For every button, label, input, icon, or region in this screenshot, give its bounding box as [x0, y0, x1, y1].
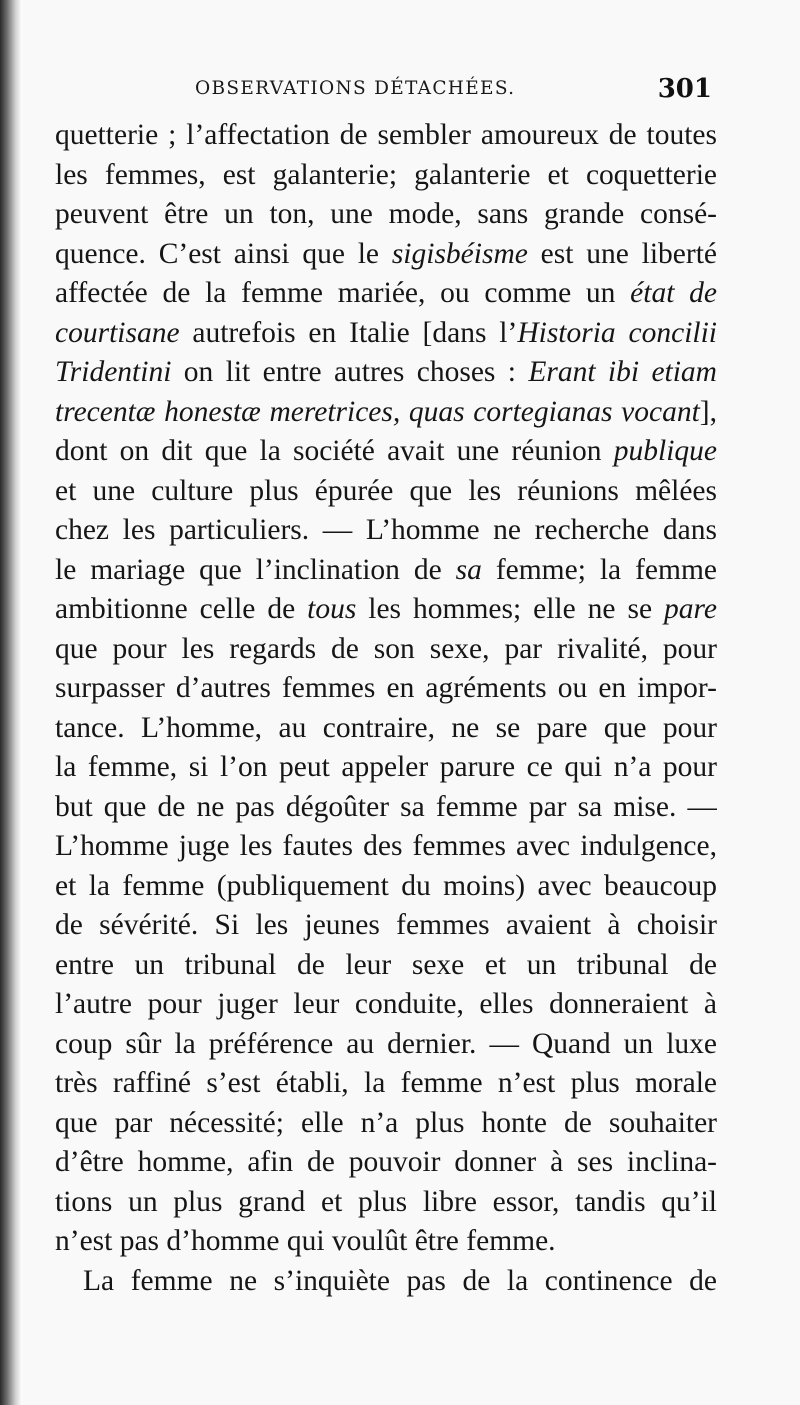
book-page — [22, 0, 800, 1405]
text-line — [55, 1143, 717, 1183]
text-span: que pour les regards de son sexe, par rivalité, pour — [55, 632, 717, 665]
italic-text: trecentæ honestæ meretrices, quas cortegianas vocant — [55, 395, 700, 428]
text-line — [55, 393, 717, 433]
text-line — [55, 1104, 717, 1144]
text-span: les femmes, est galanterie; galanterie et coquetterie — [55, 158, 717, 191]
text-line — [55, 590, 717, 630]
running-head — [195, 76, 712, 110]
text-span: dont on dit que la société avait une réunion — [55, 435, 614, 467]
text-line — [55, 1064, 717, 1104]
text-line — [55, 827, 717, 867]
text-span: que par nécessité; elle n’a plus honte de souhaiter — [55, 1106, 717, 1139]
text-line — [55, 511, 717, 551]
text-line — [55, 551, 717, 591]
text-span: femme; la femme — [481, 553, 717, 586]
text-span: et la femme (publiquement du moins) avec beaucoup — [55, 869, 717, 902]
text-span: les hommes; elle ne se — [356, 593, 665, 625]
italic-text: état de — [630, 277, 717, 309]
text-span: coup sûr la préférence au dernier. — Quand un luxe — [55, 1027, 717, 1060]
text-span: on lit entre autres choses : — [171, 356, 529, 388]
italic-text: Erant ibi etiam — [528, 356, 717, 388]
text-line — [55, 985, 717, 1025]
page-binding-shadow — [0, 0, 22, 1405]
text-span: ambitionne celle de — [55, 593, 308, 625]
text-span: est une liberté — [527, 237, 717, 270]
running-title: OBSERVATIONS DÉTACHÉES. — [195, 78, 516, 99]
text-span: affectée de la femme mariée, ou comme un — [55, 277, 631, 309]
italic-text: publique — [613, 435, 717, 467]
italic-text: tous — [307, 593, 357, 625]
italic-text: sigisbéisme — [391, 237, 528, 270]
text-span: l’autre pour juger leur conduite, elles donneraient à — [55, 988, 717, 1020]
text-line — [55, 709, 717, 749]
text-span: le mariage que l’inclination de — [55, 553, 456, 586]
text-span: peuvent être un ton, une mode, sans grande consé- — [55, 198, 717, 230]
text-line — [55, 669, 717, 709]
text-span: but que de ne pas dégoûter sa femme par sa mise. — — [55, 790, 717, 823]
text-line — [55, 630, 717, 670]
text-line — [55, 1222, 717, 1262]
text-span: quetterie ; l’affectation de sembler amoureux de toutes — [55, 119, 717, 151]
text-span: La femme ne s’inquiète pas de la continence de — [83, 1264, 717, 1297]
text-span: n’est pas d’homme qui voulût être femme. — [55, 1225, 556, 1257]
text-span: chez les particuliers. — L’homme ne recherche dans — [55, 514, 717, 546]
body-text — [55, 116, 717, 1301]
text-line — [55, 748, 717, 788]
text-line — [55, 1025, 717, 1065]
text-line — [55, 1262, 717, 1302]
text-line — [55, 867, 717, 907]
text-span: la femme, si l’on peut appeler parure ce qui n’a pour — [55, 751, 717, 783]
text-line — [55, 353, 717, 393]
text-line — [55, 472, 717, 512]
italic-text: courtisane — [55, 316, 180, 349]
italic-text: Tridentini — [55, 356, 172, 388]
text-line — [55, 314, 717, 354]
text-line — [55, 195, 717, 235]
text-span: autrefois en Italie [dans l’ — [179, 316, 518, 349]
italic-text: pare — [664, 593, 717, 625]
page-number: 301 — [657, 74, 712, 104]
italic-text: Historia concilii — [517, 316, 717, 349]
text-line — [55, 116, 717, 156]
italic-text: sa — [455, 553, 482, 586]
text-line — [55, 946, 717, 986]
text-span: surpasser d’autres femmes en agréments ou en impor- — [55, 672, 717, 704]
text-span: L’homme juge les fautes des femmes avec indulgence, — [55, 830, 717, 862]
text-line — [55, 1183, 717, 1223]
text-span: très raffiné s’est établi, la femme n’est plus morale — [55, 1067, 717, 1099]
text-line — [55, 274, 717, 314]
text-line — [55, 432, 717, 472]
text-span: tance. L’homme, au contraire, ne se pare que pour — [55, 711, 717, 744]
text-line — [55, 156, 717, 196]
text-span: d’être homme, afin de pouvoir donner à ses inclina- — [55, 1146, 717, 1178]
text-span: ], — [699, 395, 717, 428]
text-span: tions un plus grand et plus libre essor, tandis qu’il — [55, 1185, 717, 1218]
text-line — [55, 788, 717, 828]
text-span: entre un tribunal de leur sexe et un tribunal de — [55, 948, 717, 981]
text-span: et une culture plus épurée que les réunions mêlées — [55, 474, 717, 507]
text-span: quence. C’est ainsi que le — [55, 237, 392, 270]
text-line — [55, 906, 717, 946]
text-span: de sévérité. Si les jeunes femmes avaient à choisir — [55, 909, 717, 941]
text-line — [55, 235, 717, 275]
